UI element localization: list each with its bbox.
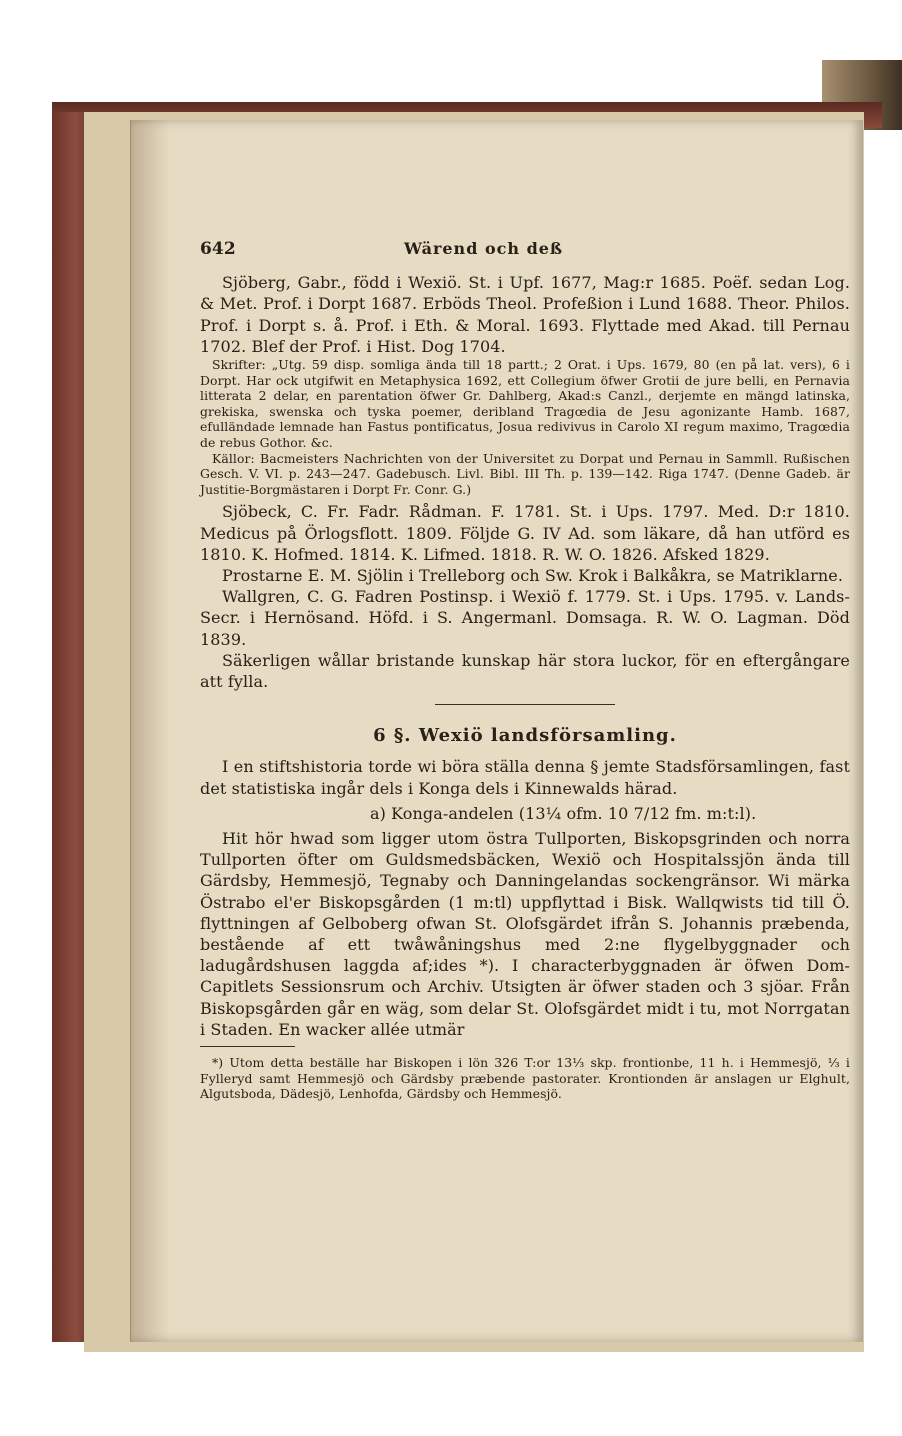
entry-closing-remark: Säkerligen wållar bristande kunskap här stora luckor, för en eftergångare att fylla.	[200, 650, 850, 691]
entry-prostarne: Prostarne E. M. Sjölin i Trelleborg och Sw. Krok i Balkåkra, se Matriklarne.	[222, 565, 844, 585]
page-header	[200, 238, 850, 260]
entry-sjoberg: Sjöberg, Gabr., född i Wexiö. St. i Upf. 1677, Mag:r 1685. Poëf. sedan Log. & Met. Prof. i Dorpt 1687. Erböds Theol. Profeßion i Lund 1688. Theor. Philos. Prof. i Dorpt s. å. Prof. i Eth. & Moral. 1693. Flyttade med Akad. till Pernau 1702. Blef der Prof. i Hist. Dog 1704.	[200, 273, 850, 356]
entry-sjoberg-kallor: Källor: Bacmeisters Nachrichten von der Universitet zu Dorpat und Pernau in Sammll. Rußischen Gesch. V. VI. p. 243—247. Gadebusch. Livl. Bibl. III Th. p. 139—142. Riga 1747. (Denne Gadeb. är Justitie-Borgmästaren i Dorpt Fr. Conr. G.)	[200, 450, 850, 497]
entry-sjoberg-skrifter: Skrifter: „Utg. 59 disp. somliga ända till 18 partt.; 2 Orat. i Ups. 1679, 80 (en på lat. vers), 6 i Dorpt. Har ock utgifwit en Metaphysica 1692, ett Collegium öfwer Grotii de jure belli, en Pernavia litterata 2 delar, en parentation öfwer Gr. Dahlberg, Akad:s Canzl., derjemte en mängd latinska, grekiska, swenska och tyska poemer, deribland Tragœdia de Jesu agonizante Hamb. 1687, efulländade lemnade han Fastus pontificatus, Josua redivivus in Carolo XI regum maximo, Tragœdia de rebus Gothor. &c.	[200, 357, 850, 450]
section-heading	[200, 725, 850, 746]
section-number: 6 §.	[373, 725, 412, 747]
footnote-rule	[200, 1046, 295, 1047]
running-head: Wärend och deß	[404, 239, 564, 258]
body-paragraph: Hit hör hwad som ligger utom östra Tullporten, Biskopsgrinden och norra Tullporten öfter om Guldsmedsbäcken, Wexiö och Hospitalssjön ända till Gärdsby, Hemmesjö, Tegnaby och Danningelandas sockengränsor. Wi märka Östrabo el'er Biskopsgården (1 m:tl) uppflyttad i Bisk. Wallqwists tid till Ö. flyttningen af Gelboberg ofwan St. Olofsgärdet ifrån S. Johannis præbenda, bestående af ett twåwåningshus med 2:ne flygelbyggnader och ladugårdshusen laggda af;ides *). I characterbyggnaden är öfwen Dom-Capitlets Sessionsrum och Archiv. Utsigten är öfwer staden och 3 sjöar. Från Biskopsgården går en wäg, som delar St. Olofsgärdet midt i tu, mot Norrgatan i Staden. En wacker allée utmär	[200, 829, 850, 1039]
entry-wallgren: Wallgren, C. G. Fadren Postinsp. i Wexiö f. 1779. St. i Ups. 1795. v. Lands-Secr. i Hernösand. Höfd. i S. Angermanl. Domsaga. R. W. O. Lagman. Död 1839.	[200, 587, 850, 649]
section-intro: I en stiftshistoria torde wi böra ställa denna § jemte Stadsförsamlingen, fast det statistiska ingår dels i Konga dels i Kinnewalds härad.	[200, 757, 850, 798]
page-number: 642	[200, 239, 236, 259]
footnote: *) Utom detta beställe har Biskopen i lön 326 T:or 13⅓ skp. frontionbe, 11 h. i Hemmesjö, ⅓ i Fylleryd samt Hemmesjö och Gärdsby præbende pastorater. Krontionden är anslagen ur Elghult, Algutsboda, Dädesjö, Lenhofda, Gärdsby och Hemmesjö.	[200, 1055, 850, 1102]
section-title: Wexiö landsförsamling.	[418, 725, 677, 747]
page-text	[200, 238, 850, 1102]
page-gutter-shadow	[130, 120, 170, 1342]
subsection-heading: a) Konga-andelen (13¼ ofm. 10 7/12 fm. m:t:l).	[370, 803, 757, 823]
entry-sjobeck: Sjöbeck, C. Fr. Fadr. Rådman. F. 1781. St. i Ups. 1797. Med. D:r 1810. Medicus på Örlogsflott. 1809. Följde G. IV Ad. som läkare, då han utförd es 1810. K. Hofmed. 1814. K. Lifmed. 1818. R. W. O. 1826. Afsked 1829.	[200, 502, 850, 564]
section-divider	[435, 704, 615, 705]
